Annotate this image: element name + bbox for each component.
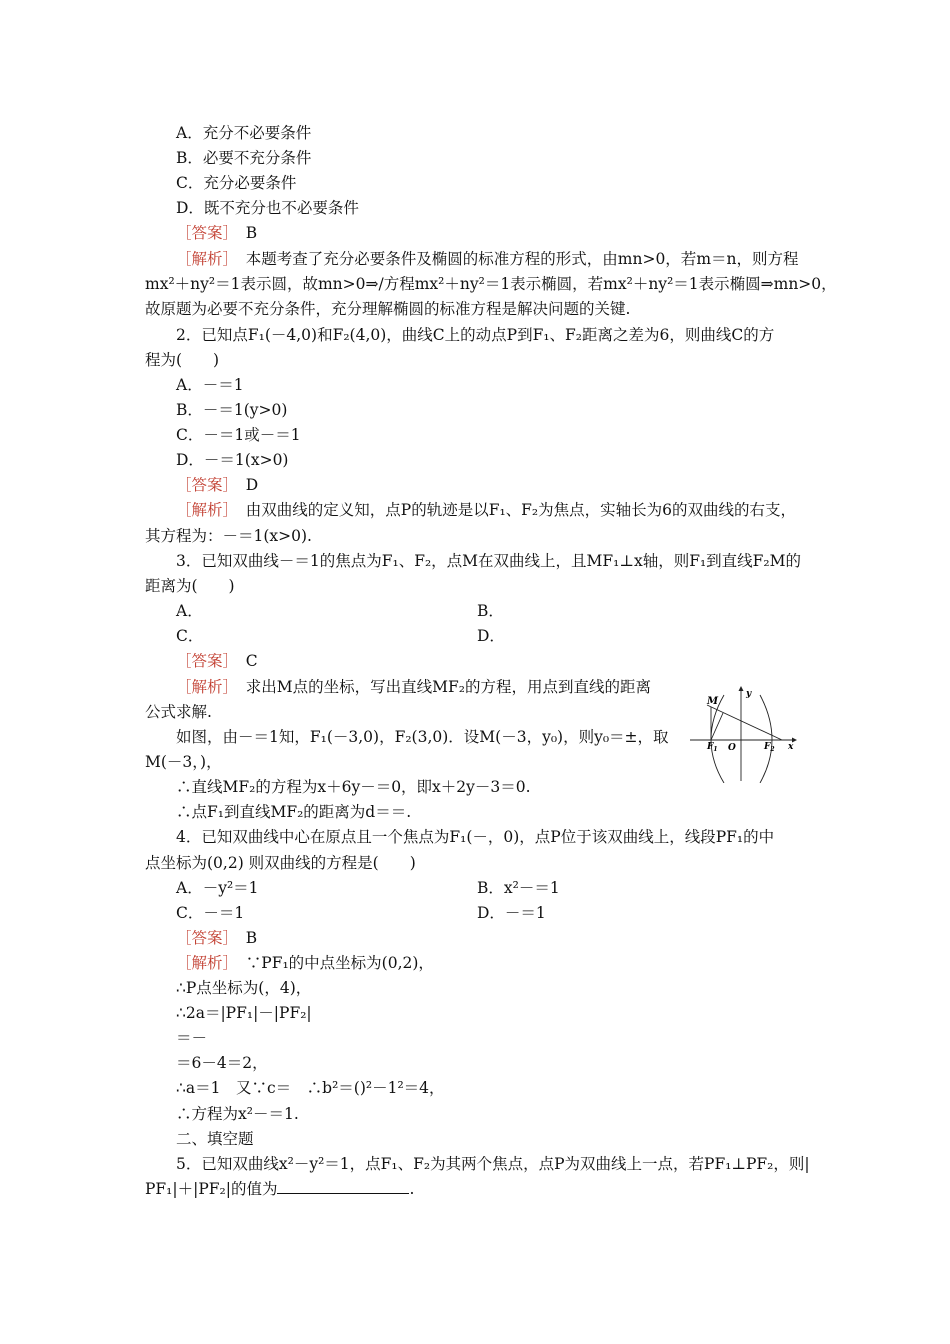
q4-option-c: C．－＝1 <box>176 904 245 922</box>
label-x: x <box>788 742 794 752</box>
q3-option-d: D． <box>477 627 505 645</box>
q3-option-b: B． <box>477 602 504 620</box>
y-axis-arrow <box>739 686 744 691</box>
q4-stem-line-2: 点坐标为(0,2) 则双曲线的方程是( ) <box>145 854 416 872</box>
q3-stem-line-2: 距离为( ) <box>145 577 235 595</box>
analysis-tag: ［解析］ <box>176 501 231 519</box>
q2-stem-line-2: 程为( ) <box>145 351 220 369</box>
q4-answer-line <box>176 928 257 948</box>
q1-answer-line <box>176 223 257 243</box>
q4-analysis-line-4: ＝－ <box>176 1029 208 1047</box>
hyperbola-figure <box>688 683 800 783</box>
label-o: O <box>728 743 736 753</box>
label-f2-sub: 2 <box>770 746 775 753</box>
q1-analysis-text-1: 本题考查了充分必要条件及椭圆的标准方程的形式，由mn>0，若m＝n，则方程 <box>245 250 799 268</box>
q2-analysis-text-1: 由双曲线的定义知，点P的轨迹是以F₁、F₂为焦点，实轴长为6的双曲线的右支， <box>245 501 797 519</box>
q2-stem-line-1: 2．已知点F₁(－4,0)和F₂(4,0)，曲线C上的动点P到F₁、F₂距离之差为6，则曲线C的方 <box>176 326 775 344</box>
q4-analysis-line-3: ∴2a＝|PF₁|－|PF₂| <box>176 1004 312 1022</box>
answer-tag: ［答案］ <box>176 476 231 494</box>
q5-stem-end: . <box>409 1180 415 1198</box>
q3-analysis-line-5: ∴直线MF₂的方程为x＋6y－＝0，即x＋2y－3＝0. <box>176 778 531 796</box>
q2-analysis-line-2: 其方程为：－＝1(x>0). <box>145 527 312 545</box>
label-m: M <box>707 696 719 707</box>
q1-option-c: C．充分必要条件 <box>176 174 297 192</box>
label-f1 <box>706 742 718 753</box>
line-mf2 <box>707 705 782 740</box>
q1-analysis-line-2: mx²＋ny²＝1表示圆，故mn>0⇒/方程mx²＋ny²＝1表示椭圆，若mx²＋ny²＝1表示椭圆⇒mn>0， <box>145 275 837 293</box>
answer-blank <box>277 1179 409 1194</box>
answer-tag: ［答案］ <box>176 652 231 670</box>
q2-answer-line <box>176 475 258 495</box>
q4-analysis-line-2: ∴P点坐标为(，4)， <box>176 979 312 997</box>
q1-option-d: D．既不充分也不必要条件 <box>176 199 359 217</box>
q4-analysis-line-6: ∴a＝1 又∵c＝ ∴b²＝()²－1²＝4， <box>176 1079 445 1097</box>
q1-analysis-line-1 <box>176 249 799 269</box>
q5-stem-text-2: PF₁|＋|PF₂|的值为 <box>145 1180 278 1198</box>
answer-value: B <box>245 224 258 242</box>
q3-stem-line-1: 3．已知双曲线－＝1的焦点为F₁、F₂，点M在双曲线上，且MF₁⊥x轴，则F₁到直线F₂M的 <box>176 552 801 570</box>
q2-option-b: B．－＝1(y>0) <box>176 401 288 419</box>
q4-option-d: D．－＝1 <box>477 904 546 922</box>
analysis-tag: ［解析］ <box>176 954 231 972</box>
q2-analysis-line-1 <box>176 500 796 520</box>
q4-option-a: A．－y²＝1 <box>176 879 259 897</box>
q2-option-a: A．－＝1 <box>176 376 244 394</box>
q3-analysis-text-1: 求出M点的坐标，写出直线MF₂的方程，用点到直线的距离 <box>245 678 651 696</box>
q4-option-b: B．x²－＝1 <box>477 879 560 897</box>
q2-option-d: D．－＝1(x>0) <box>176 451 289 469</box>
q3-analysis-line-4: M(－3，)， <box>145 753 222 771</box>
q1-option-b: B．必要不充分条件 <box>176 149 312 167</box>
q1-analysis-line-3: 故原题为必要不充分条件，充分理解椭圆的标准方程是解决问题的关键. <box>145 300 631 318</box>
q4-analysis-text-1: ∵PF₁的中点坐标为(0,2)， <box>245 954 434 972</box>
answer-tag: ［答案］ <box>176 929 231 947</box>
q4-stem-line-1: 4．已知双曲线中心在原点且一个焦点为F₁(－，0)，点P位于该双曲线上，线段PF₁的中 <box>176 828 775 846</box>
label-f1-sub: 1 <box>713 746 718 753</box>
answer-tag: ［答案］ <box>176 224 231 242</box>
analysis-tag: ［解析］ <box>176 678 231 696</box>
q1-option-a: A．充分不必要条件 <box>176 124 312 142</box>
q3-answer-line <box>176 651 258 671</box>
q3-option-c: C． <box>176 627 204 645</box>
label-f1-main: F <box>707 742 714 752</box>
answer-value: D <box>245 476 259 494</box>
q5-stem-line-1: 5．已知双曲线x²－y²＝1，点F₁、F₂为其两个焦点，点P为双曲线上一点，若PF₁⊥PF₂，则| <box>176 1155 810 1173</box>
q3-option-a: A． <box>176 602 203 620</box>
q3-analysis-line-1 <box>176 677 651 697</box>
q4-analysis-line-5: ＝6－4＝2， <box>176 1054 268 1072</box>
answer-value: B <box>245 929 258 947</box>
label-f2 <box>763 742 775 753</box>
hyperbola-right-branch <box>760 695 775 783</box>
perpendicular-segment <box>711 713 723 740</box>
q2-option-c: C．－＝1或－＝1 <box>176 426 301 444</box>
label-y: y <box>746 689 752 699</box>
q4-analysis-line-1 <box>176 953 434 973</box>
q3-analysis-line-3: 如图，由－＝1知，F₁(－3,0)，F₂(3,0)．设M(－3，y₀)，则y₀＝±，取 <box>176 728 669 746</box>
analysis-tag: ［解析］ <box>176 250 231 268</box>
q3-analysis-line-6: ∴点F₁到直线MF₂的距离为d＝＝. <box>176 803 412 821</box>
answer-value: C <box>245 652 258 670</box>
q3-analysis-line-2: 公式求解. <box>145 703 212 721</box>
label-f2-main: F <box>764 742 771 752</box>
q5-stem-line-2 <box>145 1179 414 1199</box>
section-heading-fill-in: 二、填空题 <box>176 1130 254 1148</box>
q4-analysis-line-7: ∴方程为x²－＝1. <box>176 1105 299 1123</box>
